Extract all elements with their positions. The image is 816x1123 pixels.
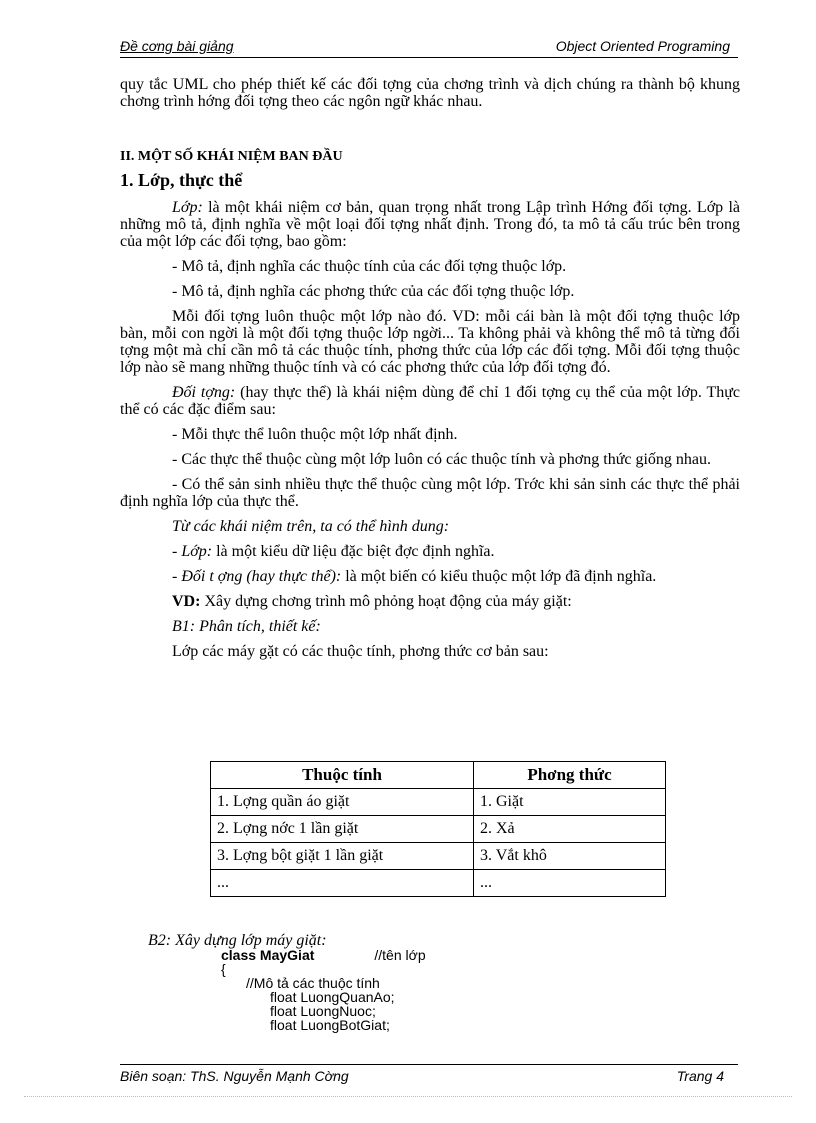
code-class-comment: //tên lớp xyxy=(374,947,426,963)
class-definition-text: là một khái niệm cơ bản, quan trọng nhất trong Lập trình Hớng đối tợng. Lớp là những mô tả, định nghĩa về một loại đối tợng nhất định. Trong đó, ta mô tả cấu trúc bên trong của một lớp các đối tợng, bao gồm: xyxy=(120,199,740,250)
table-row xyxy=(211,816,666,843)
page-footer xyxy=(120,1064,738,1085)
washing-machine-table xyxy=(210,761,666,897)
table-cell: 2. Lợng nớc 1 lần giặt xyxy=(211,816,474,843)
bullet-object-1: - Mỗi thực thể luôn thuộc một lớp nhất định. xyxy=(172,426,458,443)
example-label: VD: xyxy=(172,593,201,610)
concept-object xyxy=(120,568,740,585)
code-attr-comment: //Mô tả các thuộc tính xyxy=(246,975,380,991)
code-block xyxy=(148,934,426,1032)
table-row xyxy=(211,789,666,816)
table-cell: 1. Giặt xyxy=(474,789,666,816)
bullet-class-attributes: - Mô tả, định nghĩa các thuộc tính của các đối tợng thuộc lớp. xyxy=(172,258,567,275)
table-cell: 2. Xả xyxy=(474,816,666,843)
code-open-brace: { xyxy=(221,961,226,977)
step2-title: B2: Xây dựng lớp máy giặt: xyxy=(148,932,327,949)
bullet-object-2: - Các thực thể thuộc cùng một lớp luôn có các thuộc tính và phơng thức giống nhau. xyxy=(172,451,712,468)
paragraph-each-object: Mỗi đối tợng luôn thuộc một lớp nào đó. VD: mỗi cái bàn là một đối tợng thuộc lớp bàn, mỗi con ngời là một đối tợng thuộc lớp ngời... Ta không phải và không thể mô tả từng đối tợng một mà chỉ cần mô tả các thuộc tính, phơng thức của lớp các đối tợng. Mỗi đối tợng thuộc lớp nào sẽ mang những thuộc tính và có các phơng thức của lớp đối tợng đó. xyxy=(120,308,740,376)
header-course-title: Đề cơng bài giảng xyxy=(120,38,234,54)
section-title: II. MỘT SỐ KHÁI NIỆM BAN ĐẦU xyxy=(120,149,343,164)
step1-title: B1: Phân tích, thiết kế: xyxy=(172,618,321,635)
footer-author: Biên soạn: ThS. Nguyễn Mạnh Cờng xyxy=(120,1068,349,1084)
term-class: Lớp: xyxy=(172,199,203,216)
code-field: float LuongNuoc; xyxy=(270,1003,376,1019)
paragraph-object-definition xyxy=(120,384,740,418)
intro-paragraph: quy tắc UML cho phép thiết kế các đối tợng của chơng trình và dịch chúng ra thành bộ khung chơng trình hớng đối tợng theo các ngôn ngữ khác nhau. xyxy=(120,76,740,110)
concept-object-term: - Đối t ợng (hay thực thể): xyxy=(172,568,342,585)
term-object: Đối tợng: xyxy=(172,384,236,401)
page-header xyxy=(120,38,738,58)
table-header-attributes: Thuộc tính xyxy=(211,762,474,789)
concept-class-term: - Lớp: xyxy=(172,543,213,560)
step1-description: Lớp các máy gặt có các thuộc tính, phơng thức cơ bản sau: xyxy=(172,643,549,660)
code-field: float LuongQuanAo; xyxy=(270,989,395,1005)
table-header-methods: Phơng thức xyxy=(474,762,666,789)
example-line xyxy=(120,593,740,610)
footer-page-number: Trang 4 xyxy=(676,1068,724,1084)
concept-class xyxy=(120,543,740,560)
table-cell: ... xyxy=(211,870,474,897)
example-text: Xây dựng chơng trình mô phỏng hoạt động của máy giặt: xyxy=(200,593,572,610)
concept-object-text: là một biến có kiểu thuộc một lớp đã định nghĩa. xyxy=(341,568,657,585)
table-cell: 3. Lợng bột giặt 1 lần giặt xyxy=(211,843,474,870)
object-definition-text: (hay thực thể) là khái niệm dùng để chỉ 1 đối tợng cụ thể của một lớp. Thực thể có các đặc điểm sau: xyxy=(120,384,741,418)
concept-class-text: là một kiểu dữ liệu đặc biệt đợc định nghĩa. xyxy=(212,543,495,560)
bullet-class-methods: - Mô tả, định nghĩa các phơng thức của các đối tợng thuộc lớp. xyxy=(172,283,575,300)
subsection-title: 1. Lớp, thực thể xyxy=(120,170,243,190)
code-class-line xyxy=(221,948,426,962)
table-header-row xyxy=(211,762,666,789)
table-row xyxy=(211,843,666,870)
concepts-heading: Từ các khái niệm trên, ta có thể hình dung: xyxy=(172,518,450,535)
table-cell: 3. Vắt khô xyxy=(474,843,666,870)
code-class-decl: class MayGiat xyxy=(221,947,315,963)
table-cell: ... xyxy=(474,870,666,897)
page-bottom-divider xyxy=(24,1096,792,1097)
header-subject: Object Oriented Programing xyxy=(555,38,730,54)
bullet-object-3: - Có thể sản sinh nhiều thực thể thuộc cùng một lớp. Trớc khi sản sinh các thực thể phải định nghĩa lớp của thực thể. xyxy=(120,476,740,510)
table-cell: 1. Lợng quần áo giặt xyxy=(211,789,474,816)
table-row xyxy=(211,870,666,897)
code-field: float LuongBotGiat; xyxy=(270,1017,390,1033)
document-body xyxy=(120,76,740,660)
paragraph-class-definition xyxy=(120,199,740,250)
